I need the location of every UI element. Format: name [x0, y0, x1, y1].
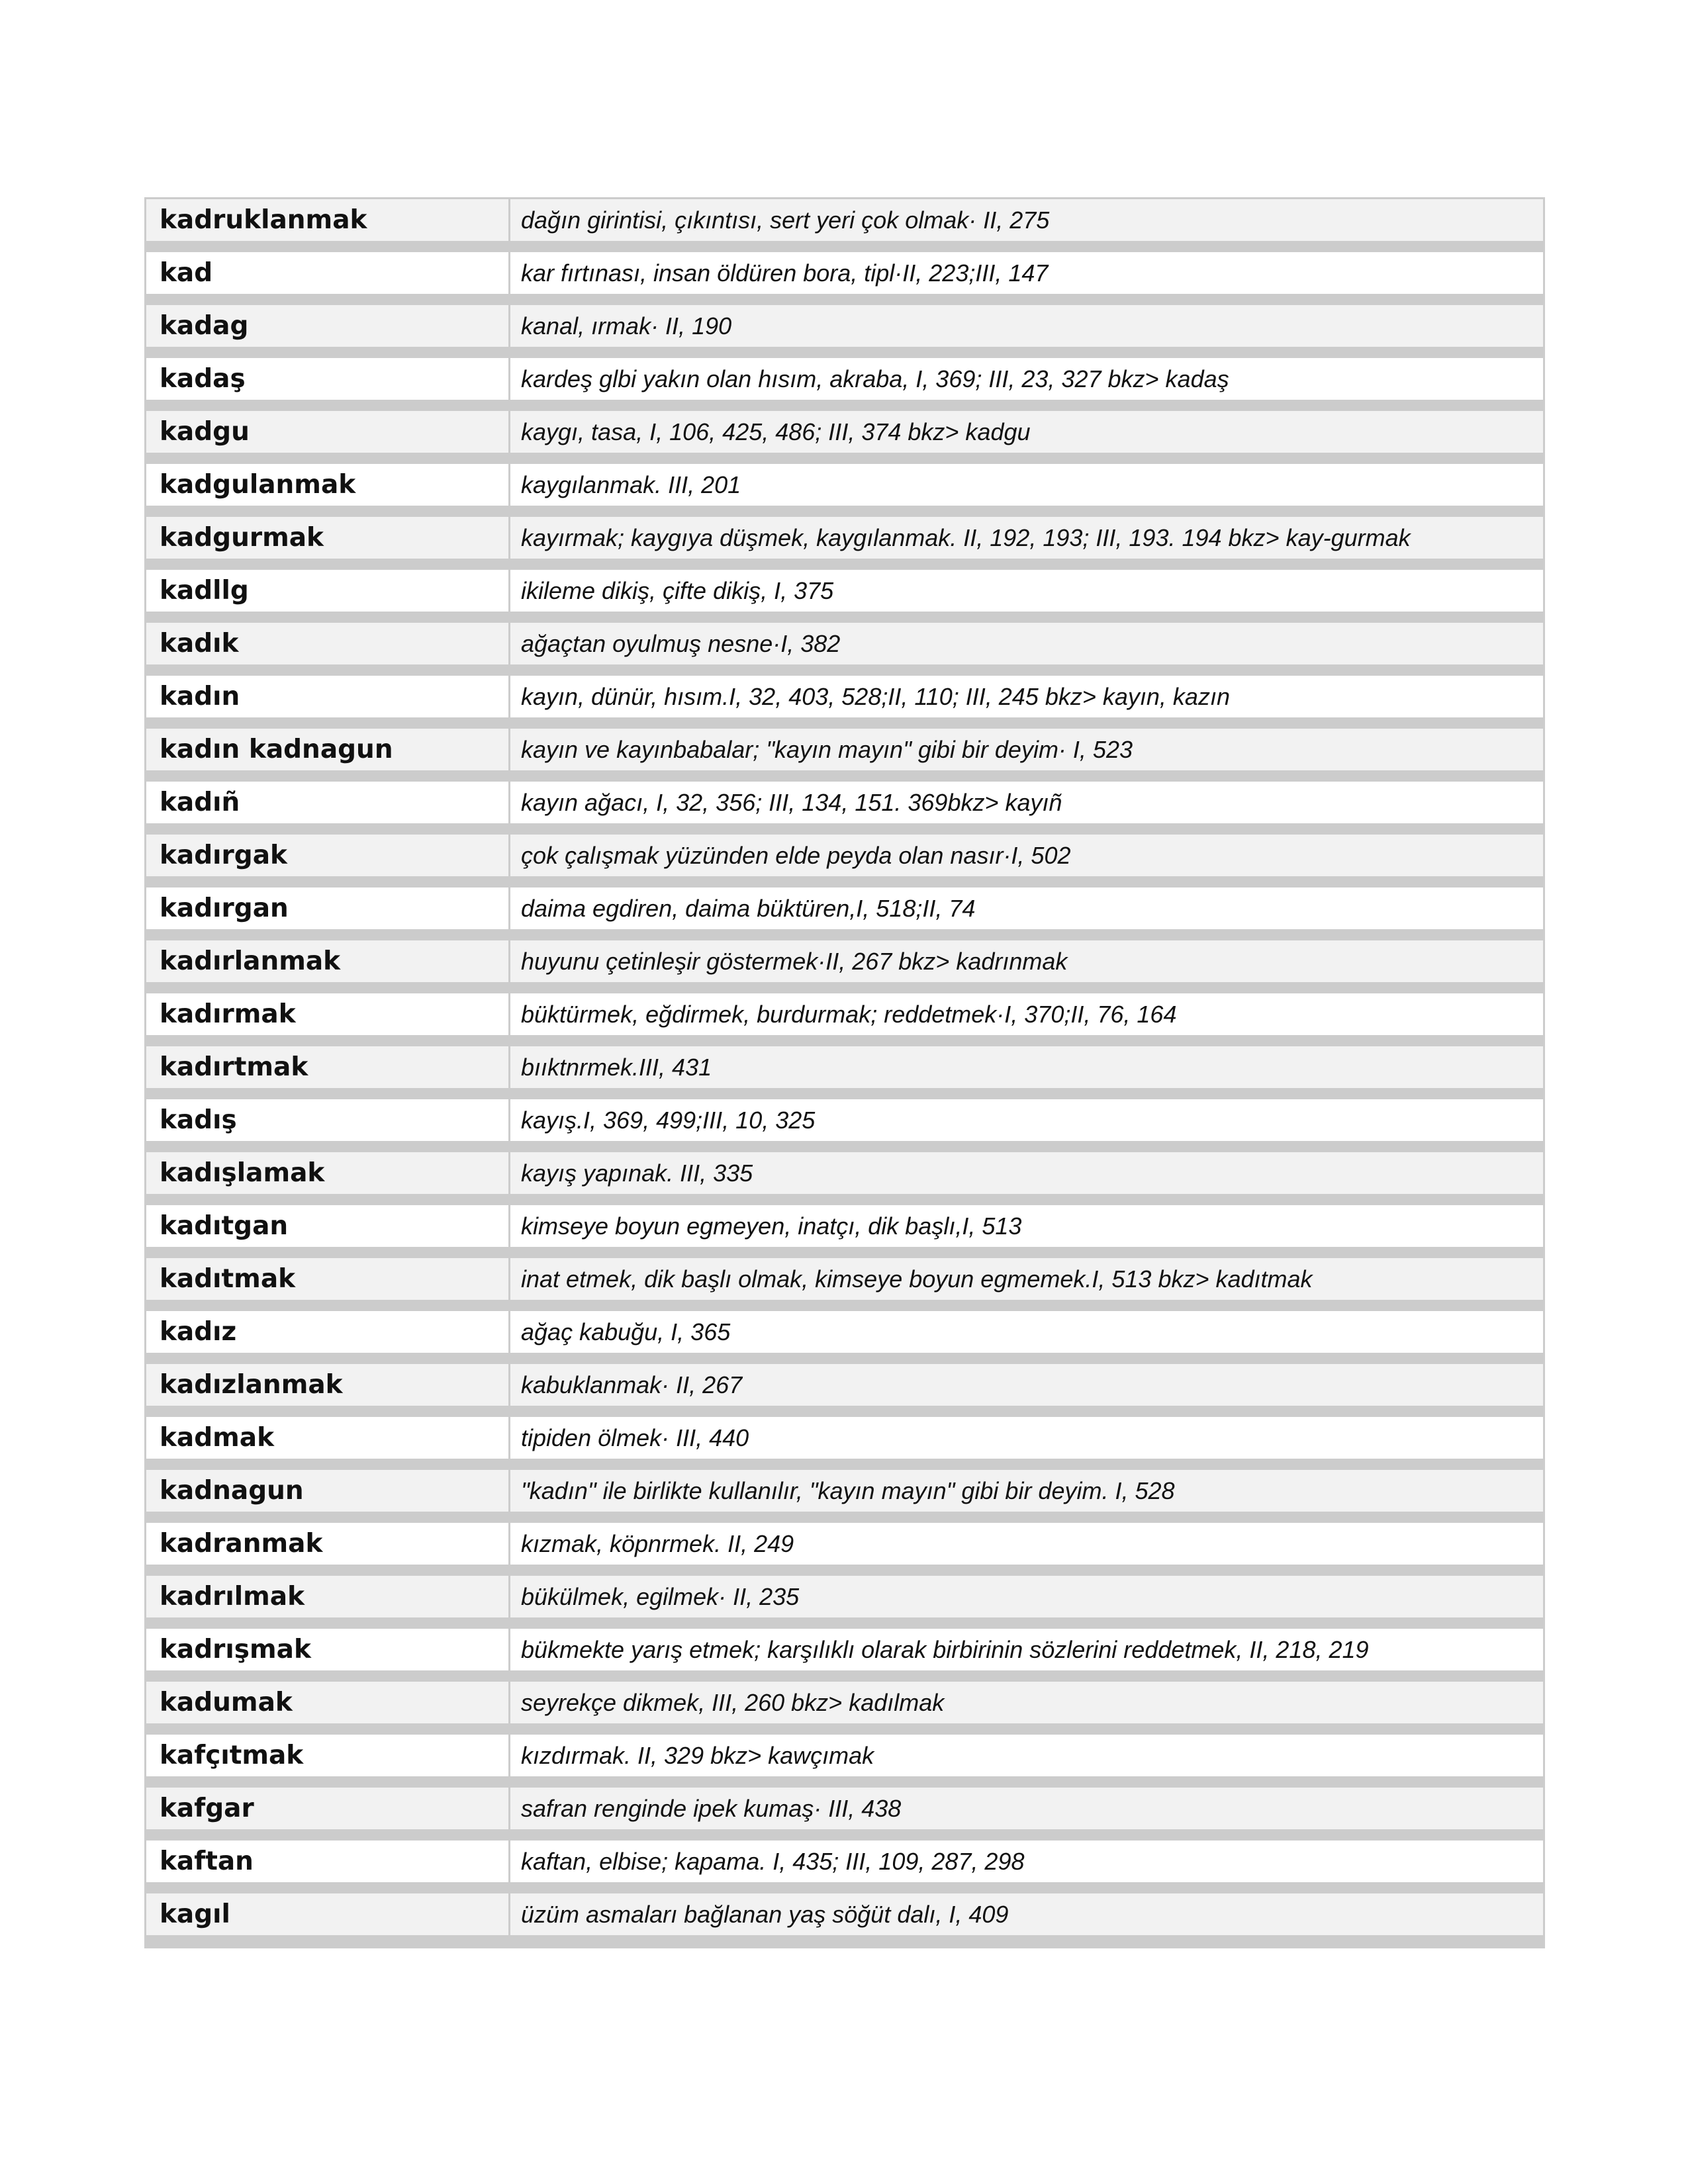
definition-cell: daima egdiren, daima büktüren,I, 518;II, 74: [521, 894, 976, 922]
term-cell: kadık: [146, 623, 510, 664]
definition-cell: ağaç kabuğu, I, 365: [521, 1318, 731, 1345]
term-cell: kadıñ: [146, 782, 510, 823]
term-cell: kadag: [146, 305, 510, 347]
definition-cell: çok çalışmak yüzünden elde peyda olan nasır·I, 502: [521, 841, 1071, 869]
definition-cell: kayın ağacı, I, 32, 356; III, 134, 151. 369bkz> kayıñ: [521, 788, 1062, 816]
definition-cell: ikileme dikiş, çifte dikiş, I, 375: [521, 576, 834, 604]
table-row: [146, 1682, 1543, 1735]
table-row: [146, 887, 1543, 940]
table-row: [146, 1523, 1543, 1576]
term-cell: kadaş: [146, 358, 510, 400]
definition-cell: "kadın" ile birlikte kullanılır, "kayın mayın" gibi bir deyim. I, 528: [521, 1477, 1175, 1504]
table-row: [146, 305, 1543, 358]
definition-cell: kimseye boyun egmeyen, inatçı, dik başlı,I, 513: [521, 1212, 1022, 1240]
table-row: [146, 1788, 1543, 1841]
table-row: [146, 1364, 1543, 1417]
term-cell: kadın: [146, 676, 510, 717]
term-cell: kadız: [146, 1311, 510, 1353]
term-cell: kafçıtmak: [146, 1735, 510, 1776]
table-row: [146, 1099, 1543, 1152]
term-cell: kadıtmak: [146, 1258, 510, 1300]
table-row: [146, 729, 1543, 782]
definition-cell: kar fırtınası, insan öldüren bora, tipl·II, 223;III, 147: [521, 259, 1049, 287]
term-cell: kadranmak: [146, 1523, 510, 1565]
table-row: [146, 1205, 1543, 1258]
table-row: [146, 1735, 1543, 1788]
table-row: [146, 676, 1543, 729]
definition-cell: kanal, ırmak· II, 190: [521, 312, 732, 340]
table-row: [146, 570, 1543, 623]
table-row: [146, 1841, 1543, 1893]
definition-cell: tipiden ölmek· III, 440: [521, 1424, 749, 1451]
table-row: [146, 940, 1543, 993]
table-row: [146, 1258, 1543, 1311]
term-cell: kadırtmak: [146, 1046, 510, 1088]
table-row: [146, 517, 1543, 570]
table-row: [146, 835, 1543, 887]
definition-cell: bükmekte yarış etmek; karşılıklı olarak birbirinin sözlerini reddetmek, II, 218, 219: [521, 1635, 1369, 1663]
term-cell: kadırmak: [146, 993, 510, 1035]
table-row: [146, 1417, 1543, 1470]
table-row: [146, 623, 1543, 676]
term-cell: kad: [146, 252, 510, 294]
table-row: [146, 358, 1543, 411]
definition-cell: ağaçtan oyulmuş nesne·I, 382: [521, 629, 841, 657]
definition-cell: inat etmek, dik başlı olmak, kimseye boyun egmemek.I, 513 bkz> kadıtmak: [521, 1265, 1313, 1293]
term-cell: kadırgak: [146, 835, 510, 876]
definition-cell: kaygı, tasa, I, 106, 425, 486; III, 374 bkz> kadgu: [521, 418, 1031, 445]
definition-cell: kayırmak; kaygıya düşmek, kaygılanmak. II, 192, 193; III, 193. 194 bkz> kay-gurmak: [521, 523, 1411, 551]
definition-cell: kaftan, elbise; kapama. I, 435; III, 109, 287, 298: [521, 1847, 1025, 1875]
term-cell: kadrışmak: [146, 1629, 510, 1670]
definition-cell: büktürmek, eğdirmek, burdurmak; reddetmek·I, 370;II, 76, 164: [521, 1000, 1177, 1028]
term-cell: kadırgan: [146, 887, 510, 929]
term-cell: kadgu: [146, 411, 510, 453]
term-cell: kadırlanmak: [146, 940, 510, 982]
definition-cell: kayış yapınak. III, 335: [521, 1159, 753, 1187]
table-row: [146, 1470, 1543, 1523]
term-cell: kaftan: [146, 1841, 510, 1882]
definition-cell: dağın girintisi, çıkıntısı, sert yeri çok olmak· II, 275: [521, 206, 1050, 234]
table-row: [146, 782, 1543, 835]
definition-cell: kardeş glbi yakın olan hısım, akraba, I, 369; III, 23, 327 bkz> kadaş: [521, 365, 1229, 392]
term-cell: kadış: [146, 1099, 510, 1141]
definition-cell: kızmak, köpnrmek. II, 249: [521, 1529, 794, 1557]
term-cell: kadruklanmak: [146, 199, 510, 241]
definition-cell: bııktnrmek.III, 431: [521, 1053, 712, 1081]
table-row: [146, 1893, 1543, 1946]
term-cell: kadızlanmak: [146, 1364, 510, 1406]
definition-cell: seyrekçe dikmek, III, 260 bkz> kadılmak: [521, 1688, 945, 1716]
definition-cell: kayın ve kayınbabalar; "kayın mayın" gibi bir deyim· I, 523: [521, 735, 1133, 763]
term-cell: kadgulanmak: [146, 464, 510, 506]
term-cell: kadllg: [146, 570, 510, 612]
table-row: [146, 411, 1543, 464]
term-cell: kadgurmak: [146, 517, 510, 559]
definition-cell: kayın, dünür, hısım.I, 32, 403, 528;II, 110; III, 245 bkz> kayın, kazın: [521, 682, 1230, 710]
definition-cell: kızdırmak. II, 329 bkz> kawçımak: [521, 1741, 874, 1769]
table-row: [146, 199, 1543, 252]
table-row: [146, 1152, 1543, 1205]
definition-cell: safran renginde ipek kumaş· III, 438: [521, 1794, 902, 1822]
table-row: [146, 993, 1543, 1046]
table-row: [146, 1046, 1543, 1099]
dictionary-table: [144, 197, 1545, 1948]
definition-cell: kaygılanmak. III, 201: [521, 471, 741, 498]
term-cell: kadın kadnagun: [146, 729, 510, 770]
definition-cell: üzüm asmaları bağlanan yaş söğüt dalı, I, 409: [521, 1900, 1009, 1928]
table-row: [146, 1576, 1543, 1629]
term-cell: kagıl: [146, 1893, 510, 1935]
term-cell: kadmak: [146, 1417, 510, 1459]
definition-cell: kabuklanmak· II, 267: [521, 1371, 743, 1398]
definition-cell: bükülmek, egilmek· II, 235: [521, 1582, 800, 1610]
term-cell: kadumak: [146, 1682, 510, 1723]
table-row: [146, 1629, 1543, 1682]
table-row: [146, 464, 1543, 517]
table-body: [146, 199, 1543, 1946]
term-cell: kadışlamak: [146, 1152, 510, 1194]
term-cell: kadnagun: [146, 1470, 510, 1512]
definition-cell: kayış.I, 369, 499;III, 10, 325: [521, 1106, 816, 1134]
table-row: [146, 1311, 1543, 1364]
term-cell: kadıtgan: [146, 1205, 510, 1247]
table-row: [146, 252, 1543, 305]
term-cell: kafgar: [146, 1788, 510, 1829]
definition-cell: huyunu çetinleşir göstermek·II, 267 bkz> kadrınmak: [521, 947, 1068, 975]
term-cell: kadrılmak: [146, 1576, 510, 1617]
